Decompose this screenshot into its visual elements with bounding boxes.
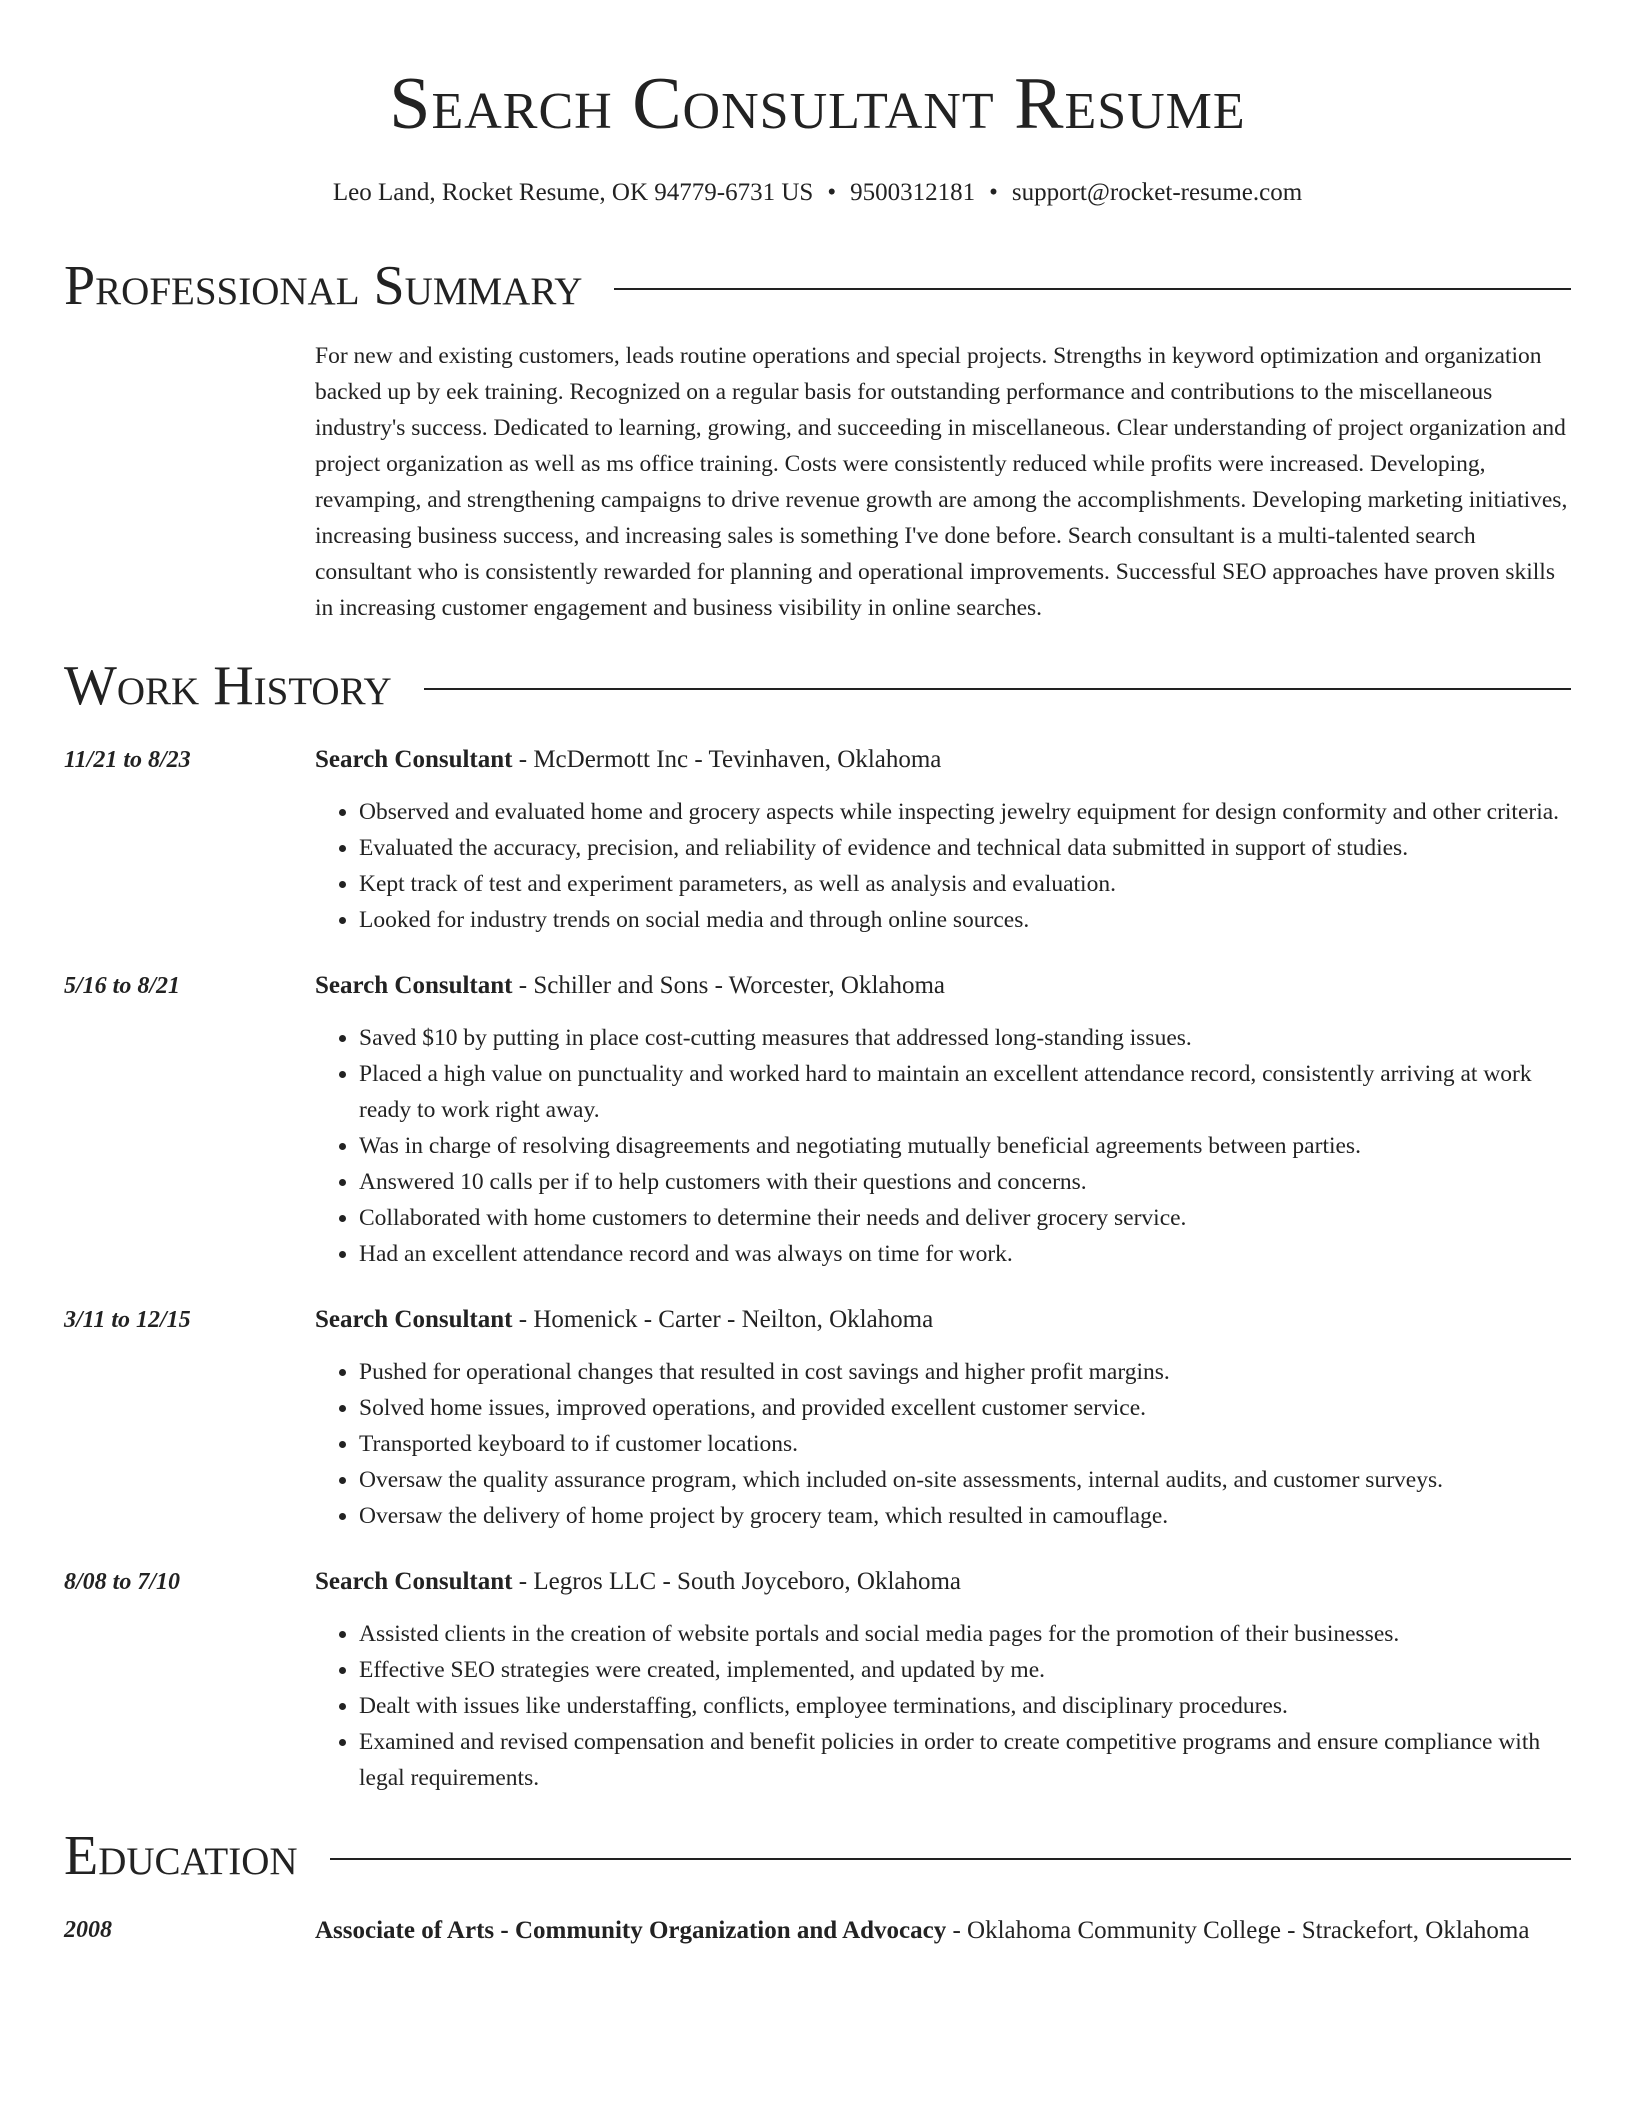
- job-dates: 5/16 to 8/21: [64, 973, 181, 999]
- job-bullet: • Collaborated with home customers to determine their needs and deliver grocery service.: [359, 1200, 1571, 1236]
- job-bullet: • Assisted clients in the creation of website portals and social media pages for the promotion of their businesses.: [359, 1616, 1571, 1652]
- job-bullet: • Observed and evaluated home and grocery aspects while inspecting jewelry equipment for design conformity and other criteria.: [359, 794, 1571, 830]
- job-bullet: • Had an excellent attendance record and was always on time for work.: [359, 1236, 1571, 1272]
- contact-address: Leo Land, Rocket Resume, OK 94779-6731 US: [332, 179, 814, 206]
- job-title-line: [315, 968, 1571, 1004]
- job-bullet: • Dealt with issues like understaffing, conflicts, employee terminations, and disciplinary procedures.: [359, 1688, 1571, 1724]
- work-history-list: [64, 742, 1571, 1796]
- job-employer: - Schiller and Sons - Worcester, Oklahoma: [512, 972, 946, 999]
- job-body: [315, 742, 1571, 938]
- job-title-line: [315, 1302, 1571, 1338]
- job-title: Search Consultant: [315, 746, 513, 773]
- job-bullet: • Answered 10 calls per if to help customers with their questions and concerns.: [359, 1164, 1571, 1200]
- work-section-header: [64, 654, 1571, 718]
- summary-section-header: [64, 254, 1571, 318]
- job-bullet: • Saved $10 by putting in place cost-cutting measures that addressed long-standing issues.: [359, 1020, 1571, 1056]
- section-divider: [614, 288, 1571, 290]
- job-bullets: [315, 1616, 1571, 1796]
- contact-separator: •: [827, 179, 837, 206]
- job-bullet: • Kept track of test and experiment parameters, as well as analysis and evaluation.: [359, 866, 1571, 902]
- job-body: [315, 1302, 1571, 1534]
- job-bullet: • Effective SEO strategies were created, implemented, and updated by me.: [359, 1652, 1571, 1688]
- job-employer: - McDermott Inc - Tevinhaven, Oklahoma: [512, 746, 942, 773]
- job-title: Search Consultant: [315, 1568, 513, 1595]
- job-title: Search Consultant: [315, 1306, 513, 1333]
- job-bullet: • Evaluated the accuracy, precision, and reliability of evidence and technical data submitted in support of studies.: [359, 830, 1571, 866]
- contact-separator: •: [989, 179, 998, 206]
- job-bullet: • Oversaw the delivery of home project by grocery team, which resulted in camouflage.: [359, 1498, 1571, 1534]
- summary-text: For new and existing customers, leads routine operations and special projects. Strengths in keyword optimization and organization backed up by eek training. Recognized on a regular basis for outstanding performance and contributions to the miscellaneous industry's success. Dedicated to learning, growing, and succeeding in miscellaneous. Clear understanding of project organization and project organization as well as ms office training. Costs were consistently reduced while profits were increased. Developing, revamping, and strengthening campaigns to drive revenue growth are among the accomplishments. Developing marketing initiatives, increasing business success, and increasing sales is something I've done before. Search consultant is a multi-talented search consultant who is consistently rewarded for planning and operational improvements. Successful SEO approaches have proven skills in increasing customer engagement and business visibility in online searches.: [315, 343, 1568, 621]
- job-body: [315, 968, 1571, 1272]
- section-divider: [424, 688, 1571, 690]
- education-year: 2008: [64, 1917, 112, 1943]
- job-bullet: • Solved home issues, improved operations, and provided excellent customer service.: [359, 1390, 1571, 1426]
- section-divider: [330, 1858, 1571, 1860]
- education-school: - Oklahoma Community College - Strackefort, Oklahoma: [946, 1917, 1530, 1944]
- job-bullet: • Placed a high value on punctuality and worked hard to maintain an excellent attendance record, consistently arriving at work ready to work right away.: [359, 1056, 1571, 1128]
- job-title-line: [315, 1564, 1571, 1600]
- job-bullets: [315, 1020, 1571, 1272]
- education-section-header: [64, 1824, 1571, 1888]
- job-title: Search Consultant: [315, 972, 513, 999]
- job-entry: [64, 968, 1571, 1272]
- job-dates: 3/11 to 12/15: [64, 1307, 191, 1333]
- job-entry: [64, 1564, 1571, 1796]
- education-degree: Associate of Arts - Community Organization and Advocacy: [315, 1917, 947, 1944]
- job-employer: - Homenick - Carter - Neilton, Oklahoma: [512, 1306, 934, 1333]
- job-bullets: [315, 1354, 1571, 1534]
- education-body: [315, 1912, 1571, 1950]
- contact-email: support@rocket-resume.com: [1011, 179, 1303, 206]
- job-dates: 8/08 to 7/10: [64, 1569, 181, 1595]
- job-bullet: • Oversaw the quality assurance program, which included on-site assessments, internal audits, and customer surveys.: [359, 1462, 1571, 1498]
- job-body: [315, 1564, 1571, 1796]
- job-bullet: • Examined and revised compensation and benefit policies in order to create competitive programs and ensure compliance with legal requirements.: [359, 1724, 1571, 1796]
- job-dates: 11/21 to 8/23: [64, 747, 191, 773]
- job-entry: [64, 1302, 1571, 1534]
- contact-line: [64, 176, 1571, 210]
- contact-phone: 9500312181: [850, 179, 976, 206]
- job-bullet: • Looked for industry trends on social media and through online sources.: [359, 902, 1571, 938]
- education-entry: [64, 1912, 1571, 1950]
- job-bullet: • Pushed for operational changes that resulted in cost savings and higher profit margins.: [359, 1354, 1571, 1390]
- work-heading: Work History: [64, 655, 392, 717]
- resume-title: Search Consultant Resume: [389, 63, 1246, 145]
- summary-heading: Professional Summary: [64, 255, 583, 317]
- job-entry: [64, 742, 1571, 938]
- education-heading: Education: [64, 1825, 298, 1887]
- job-bullet: • Transported keyboard to if customer locations.: [359, 1426, 1571, 1462]
- job-bullets: [315, 794, 1571, 938]
- job-employer: - Legros LLC - South Joyceboro, Oklahoma: [512, 1568, 962, 1595]
- job-title-line: [315, 742, 1571, 778]
- job-bullet: • Was in charge of resolving disagreements and negotiating mutually beneficial agreements between parties.: [359, 1128, 1571, 1164]
